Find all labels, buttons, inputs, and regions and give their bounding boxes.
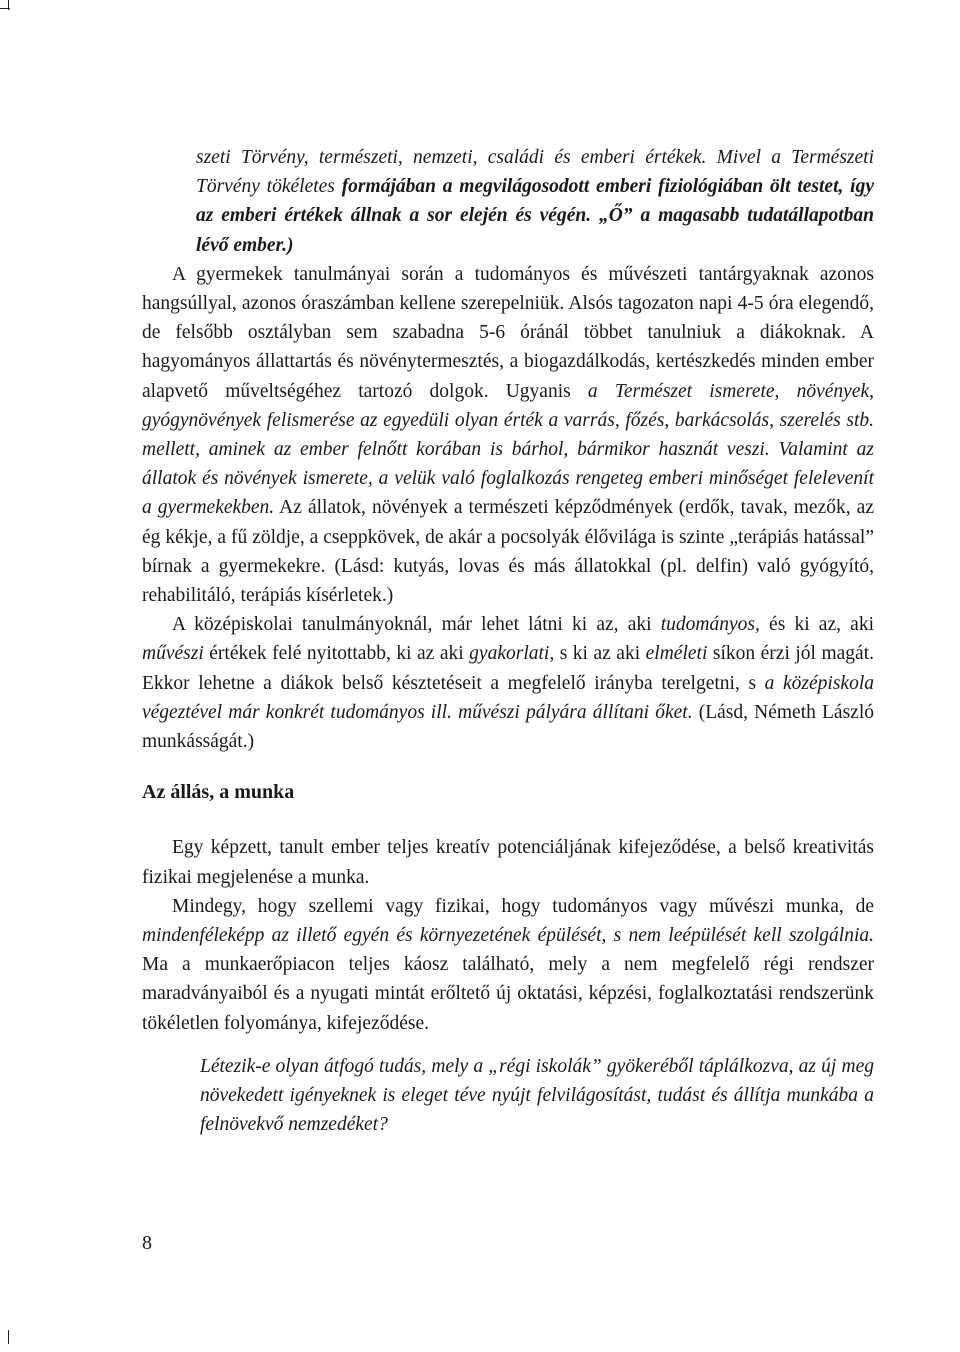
section-heading: Az állás, a munka — [142, 781, 295, 804]
page-body — [142, 143, 874, 1140]
crop-mark-top-left-v — [8, 0, 9, 10]
paragraph-secondary-school: A középiskolai tanulmányoknál, már lehet látni ki az, aki tudományos, és ki az, aki művészi értékek felé nyitottabb, ki az aki gyakorlati, s ki az aki elméleti síkon érzi jól magát. Ekkor lehetne a diákok belső késztetéseit a megfelelő irányba terelgetni, s a középiskola végeztével már konkrét tudományos ill. művészi pályára állítani őket. (Lásd, Németh László munkásságát.) — [142, 614, 874, 753]
closing-question: Létezik-e olyan átfogó tudás, mely a „régi iskolák” gyökeréből táplálkozva, az új meg növekedett igényeknek is eleget téve nyújt felvilágosítást, tudást és állítja munkába a felnövekvő nemzedéket? — [200, 1055, 874, 1136]
quote-text-bold: formájában a megvilágosodott emberi fiziológiában ölt testet, így az emberi értékek állnak a sor elején és végén. „Ő” a magasabb tudatállapotban lévő ember.) — [196, 176, 874, 256]
paragraph-work-definition: Egy képzett, tanult ember teljes kreatív potenciáljának kifejeződése, a belső kreativitás fizikai megjelenése a munka. — [142, 837, 874, 888]
paragraph-curriculum: A gyermekek tanulmányai során a tudományos és művészeti tantárgyaknak azonos hangsúllyal, azonos óraszámban kellene szerepelniük. Alsós tagozaton napi 4-5 óra elegendő, de felsőbb osztályban sem szabadna 5-6 óránál többet tanulniuk a diákoknak. A hagyományos állattartás és növénytermesztés, a biogazdálkodás, kertészkedés minden ember alapvető műveltségéhez tartozó dolgok. Ugyanis a Természet ismerete, növények, gyógynövények felismerése az egyedüli olyan érték a varrás, főzés, barkácsolás, szerelés stb. mellett, aminek az ember felnőtt korában is bárhol, bármikor hasznát veszi. Valamint az állatok és növények ismerete, a velük való foglalkozás rengeteg emberi minőséget felelevenít a gyermekekben. Az állatok, növények a természeti képződmények (erdők, tavak, mezők, az ég kékje, a fű zöldje, a cseppkövek, de akár a pocsolyák élővilága is szinte „terápiás hatással” bírnak a gyermekekre. (Lásd: kutyás, lovas és más állatokkal (pl. delfin) való gyógyító, rehabilitáló, terápiás kísérletek.) — [142, 263, 874, 607]
quote-text-italic: szeti Törvény, természeti, nemzeti, családi és emberi értékek. Mivel a Természeti Törvény tökéletes — [196, 147, 874, 198]
quote-block — [196, 143, 874, 260]
page-number: 8 — [142, 1232, 152, 1254]
crop-mark-bottom-left-v — [8, 1330, 9, 1344]
paragraph-job-market: Mindegy, hogy szellemi vagy fizikai, hogy tudományos vagy művészi munka, de mindenféleképp az illető egyén és környezetének épülését, s nem leépülését kell szolgálnia. Ma a munkaerőpiacon teljes káosz található, mely a nem megfelelő régi rendszer maradványaiból és a nyugati mintát erőltető új oktatási, képzési, foglalkoztatási rendszerünk tökéletlen folyománya, kifejeződése. — [142, 895, 874, 1034]
